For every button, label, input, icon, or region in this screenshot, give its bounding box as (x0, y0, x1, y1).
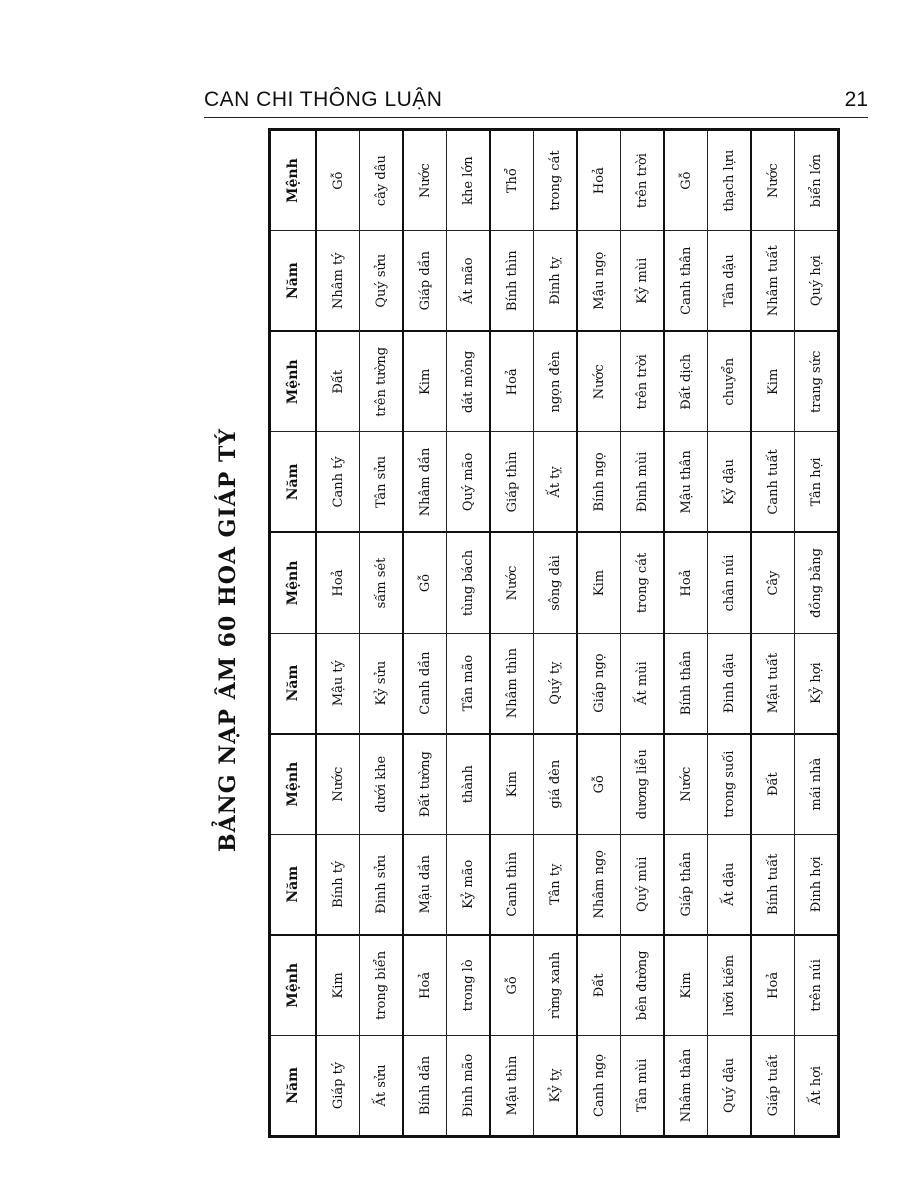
year-cell: Nhâm thìn (491, 634, 533, 735)
year-cell: Đinh hợi (795, 835, 837, 936)
element-cell: Đất (752, 735, 794, 835)
year-cell: Canh tuất (752, 432, 794, 533)
element-cell: Cây (752, 533, 794, 633)
nap-am-table (268, 128, 840, 1138)
year-cell: Kỷ mùi (621, 231, 663, 332)
element-cell: ngọn đèn (534, 332, 576, 432)
year-cell: Tân mùi (634, 1058, 650, 1113)
element-cell: Nước (752, 131, 794, 231)
header-cell-menh: Mệnh (271, 131, 315, 231)
element-cell: trang sức (795, 332, 837, 432)
element-cell: trong suối (708, 735, 750, 835)
year-cell: Đinh dậu (708, 634, 750, 735)
year-cell: Giáp tuất (765, 1054, 781, 1117)
element-cell: Kim (578, 533, 620, 633)
element-cell: sông dài (534, 533, 576, 633)
table-row (576, 131, 620, 1135)
element-cell: trong lò (447, 936, 489, 1036)
element-cell: thạch lựu (708, 131, 750, 231)
year-cell: Đinh tỵ (534, 231, 576, 332)
year-cell: Canh thìn (491, 835, 533, 936)
year-cell: Quý mùi (621, 835, 663, 936)
year-cell: Mậu tý (317, 634, 359, 735)
element-cell: Đất (317, 332, 359, 432)
element-cell: dưới khe (360, 735, 402, 835)
element-cell: Kim (491, 735, 533, 835)
element-cell: lưỡi kiếm (708, 936, 750, 1036)
year-cell: Ất mùi (621, 634, 663, 735)
element-cell: Hoả (752, 936, 794, 1036)
element-cell: dương liễu (621, 735, 663, 835)
element-cell: Đất tường (404, 735, 446, 835)
year-cell: Quý sửu (360, 231, 402, 332)
element-cell: tùng bách (447, 533, 489, 633)
year-cell: Đinh mùi (621, 432, 663, 533)
element-cell: Hoả (491, 332, 533, 432)
year-cell: Canh ngọ (591, 1053, 607, 1118)
year-cell: Mậu ngọ (578, 231, 620, 332)
year-cell: Ất sửu (373, 1064, 389, 1107)
year-cell: Bính thìn (491, 231, 533, 332)
page-number: 21 (844, 88, 868, 111)
element-cell: Nước (578, 332, 620, 432)
element-cell: trong cát (534, 131, 576, 231)
running-title: CAN CHI THÔNG LUẬN (204, 88, 443, 111)
table-row (359, 131, 402, 1135)
year-cell: Giáp ngọ (578, 634, 620, 735)
year-cell: Mậu dần (404, 835, 446, 936)
header-cell-menh: Mệnh (271, 735, 315, 835)
year-cell: Bính tý (317, 835, 359, 936)
header-cell-nam: Năm (271, 835, 315, 936)
element-cell: trên núi (795, 936, 837, 1036)
year-cell: Ất dậu (708, 835, 750, 936)
table-row (533, 131, 576, 1135)
table-row (446, 131, 489, 1135)
element-cell: Kim (404, 332, 446, 432)
element-cell: Gỗ (317, 131, 359, 231)
element-cell: trên tường (360, 332, 402, 432)
element-cell: Hoả (578, 131, 620, 231)
year-cell: Mậu tuất (752, 634, 794, 735)
year-cell: Quý mão (447, 432, 489, 533)
element-cell: Đất (578, 936, 620, 1036)
year-cell: Mậu thân (665, 432, 707, 533)
table-row (620, 131, 663, 1135)
element-cell: thành (447, 735, 489, 835)
year-cell: Ất mão (447, 231, 489, 332)
year-cell: Quý hợi (795, 231, 837, 332)
table-row (315, 131, 359, 1135)
element-cell: Nước (317, 735, 359, 835)
element-cell: mái nhà (795, 735, 837, 835)
element-cell: Nước (404, 131, 446, 231)
element-cell: Kim (317, 936, 359, 1036)
year-cell: Đinh sửu (360, 835, 402, 936)
header-cell-nam: Năm (285, 1067, 301, 1104)
element-cell: chân núi (708, 533, 750, 633)
element-cell: Kim (752, 332, 794, 432)
header-cell-menh: Mệnh (271, 332, 315, 432)
element-cell: dát mỏng (447, 332, 489, 432)
year-cell: Kỷ mão (447, 835, 489, 936)
element-cell: Hoả (665, 533, 707, 633)
element-cell: Thổ (491, 131, 533, 231)
element-cell: Đất dịch (665, 332, 707, 432)
element-cell: trên trời (621, 332, 663, 432)
element-cell: trong biển (360, 936, 402, 1036)
year-cell: Nhâm tý (317, 231, 359, 332)
element-cell: Gỗ (578, 735, 620, 835)
year-cell: Tân sửu (360, 432, 402, 533)
element-cell: Hoả (404, 936, 446, 1036)
year-cell: Giáp dần (404, 231, 446, 332)
year-cell: Giáp tý (330, 1061, 346, 1110)
year-cell: Tân dậu (708, 231, 750, 332)
element-cell: giá đèn (534, 735, 576, 835)
table-row (663, 131, 707, 1135)
year-cell: Kỷ dậu (708, 432, 750, 533)
year-cell: Ất hợi (808, 1065, 824, 1106)
element-cell: Gỗ (491, 936, 533, 1036)
header-cell-menh: Mệnh (271, 533, 315, 633)
element-cell: Gỗ (404, 533, 446, 633)
nap-am-table-container (268, 128, 840, 1138)
element-cell: Hoả (317, 533, 359, 633)
year-cell: Bính thân (665, 634, 707, 735)
element-cell: cây dâu (360, 131, 402, 231)
year-cell: Canh dần (404, 634, 446, 735)
year-cell: Tân hợi (795, 432, 837, 533)
year-cell: Quý tỵ (534, 634, 576, 735)
element-cell: Gỗ (665, 131, 707, 231)
year-cell: Kỷ hợi (795, 634, 837, 735)
year-cell: Bính ngọ (578, 432, 620, 533)
element-cell: Nước (665, 735, 707, 835)
year-cell: Nhâm ngọ (578, 835, 620, 936)
element-cell: Nước (491, 533, 533, 633)
year-cell: Canh tý (317, 432, 359, 533)
element-cell: trong cát (621, 533, 663, 633)
header-cell-nam: Năm (271, 231, 315, 332)
year-cell: Bính tuất (752, 835, 794, 936)
year-cell: Tân mão (447, 634, 489, 735)
element-cell: trên trời (621, 131, 663, 231)
page-header (204, 84, 868, 118)
table-row (489, 131, 533, 1135)
element-cell: Kim (665, 936, 707, 1036)
header-cell-nam: Năm (271, 432, 315, 533)
year-cell: Bính dần (417, 1055, 433, 1116)
year-cell: Nhâm tuất (752, 231, 794, 332)
table-title: BẢNG NẠP ÂM 60 HOA GIÁP TÝ (215, 427, 241, 853)
year-cell: Giáp thân (665, 835, 707, 936)
year-cell: Đinh mão (460, 1053, 476, 1118)
year-cell: Kỷ sửu (360, 634, 402, 735)
header-rule (204, 117, 868, 118)
header-cell-menh: Mệnh (271, 936, 315, 1036)
year-cell: Kỷ tỵ (547, 1068, 563, 1103)
year-cell: Canh thân (665, 231, 707, 332)
year-cell: Tân tỵ (534, 835, 576, 936)
table-header-row (271, 131, 315, 1135)
year-cell: Nhâm thân (678, 1048, 694, 1123)
element-cell: đồng bằng (795, 533, 837, 633)
table-row (750, 131, 794, 1135)
table-row (707, 131, 750, 1135)
element-cell: rừng xanh (534, 936, 576, 1036)
year-cell: Mậu thìn (504, 1055, 520, 1116)
element-cell: chuyển (708, 332, 750, 432)
year-cell: Giáp thìn (491, 432, 533, 533)
year-cell: Ất tỵ (534, 432, 576, 533)
year-cell: Nhâm dần (404, 432, 446, 533)
element-cell: biển lớn (795, 131, 837, 231)
table-row (402, 131, 446, 1135)
element-cell: bên đường (621, 936, 663, 1036)
table-row (794, 131, 837, 1135)
header-cell-nam: Năm (271, 634, 315, 735)
year-cell: Quý dậu (721, 1057, 737, 1113)
element-cell: khe lớn (447, 131, 489, 231)
element-cell: sấm sét (360, 533, 402, 633)
